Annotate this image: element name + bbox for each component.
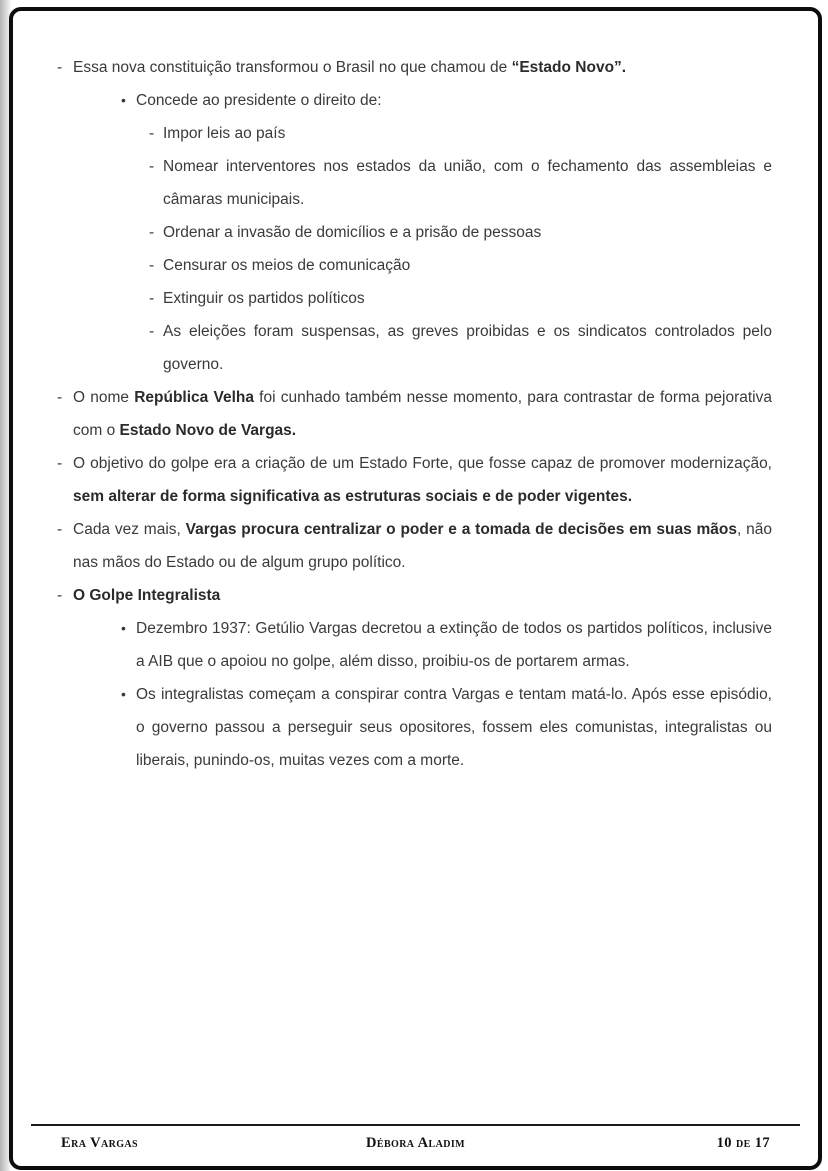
footer-divider (31, 1124, 800, 1126)
list-item-text: O objetivo do golpe era a criação de um Estado Forte, que fosse capaz de promover modernização, sem alterar de forma significativa as estruturas sociais e de poder vigentes. (73, 455, 772, 505)
list-item (57, 381, 772, 447)
dash-bullet-icon: - (149, 158, 155, 175)
footer-row (29, 1135, 802, 1152)
list-item (57, 150, 772, 216)
list-item (57, 447, 772, 513)
dash-bullet-icon: - (57, 587, 63, 604)
footer-page-number: 10 de 17 (716, 1135, 770, 1151)
dash-bullet-icon: - (57, 455, 63, 472)
notes-list (57, 51, 772, 777)
list-item-text: Dezembro 1937: Getúlio Vargas decretou a extinção de todos os partidos políticos, inclusive a AIB que o apoiou no golpe, além disso, proibiu-os de portarem armas. (136, 620, 772, 670)
list-item (57, 678, 772, 777)
list-item-text: Extinguir os partidos políticos (163, 290, 365, 307)
page-border (9, 7, 822, 1170)
circle-bullet-icon: • (121, 92, 126, 108)
list-item-text: Impor leis ao país (163, 125, 286, 142)
dash-bullet-icon: - (149, 257, 155, 274)
list-item-text: O nome República Velha foi cunhado também nesse momento, para contrastar de forma pejorativa com o Estado Novo de Vargas. (73, 389, 772, 439)
list-item-text: Essa nova constituição transformou o Brasil no que chamou de “Estado Novo”. (73, 59, 627, 76)
dash-bullet-icon: - (149, 290, 155, 307)
footer-author: Débora Aladim (366, 1135, 465, 1151)
list-item-text: Concede ao presidente o direito de: (136, 92, 382, 109)
dash-bullet-icon: - (57, 389, 63, 406)
list-item-text: Ordenar a invasão de domicílios e a prisão de pessoas (163, 224, 542, 241)
list-item-text: Cada vez mais, Vargas procura centralizar o poder e a tomada de decisões em suas mãos, não nas mãos do Estado ou de algum grupo político. (73, 521, 772, 571)
list-item-text: O Golpe Integralista (73, 587, 221, 604)
dash-bullet-icon: - (149, 125, 155, 142)
dash-bullet-icon: - (149, 224, 155, 241)
circle-bullet-icon: • (121, 620, 126, 636)
list-item (57, 84, 772, 117)
list-item (57, 216, 772, 249)
list-item-text: Censurar os meios de comunicação (163, 257, 411, 274)
list-item (57, 249, 772, 282)
list-item (57, 315, 772, 381)
list-item-text: Nomear interventores nos estados da união, com o fechamento das assembleias e câmaras municipais. (163, 158, 772, 208)
page-footer (29, 1124, 802, 1152)
circle-bullet-icon: • (121, 686, 126, 702)
dash-bullet-icon: - (57, 521, 63, 538)
list-item (57, 51, 772, 84)
list-item-text: As eleições foram suspensas, as greves proibidas e os sindicatos controlados pelo governo. (163, 323, 772, 373)
list-item (57, 117, 772, 150)
list-item (57, 513, 772, 579)
list-item-text: Os integralistas começam a conspirar contra Vargas e tentam matá-lo. Após esse episódio, o governo passou a perseguir seus opositores, fossem eles comunistas, integralistas ou liberais, punindo-os, muitas vezes com a morte. (136, 686, 772, 769)
footer-document-title: Era Vargas (61, 1135, 138, 1151)
list-item (57, 579, 772, 612)
list-item (57, 282, 772, 315)
list-item (57, 612, 772, 678)
dash-bullet-icon: - (149, 323, 155, 340)
dash-bullet-icon: - (57, 59, 63, 76)
